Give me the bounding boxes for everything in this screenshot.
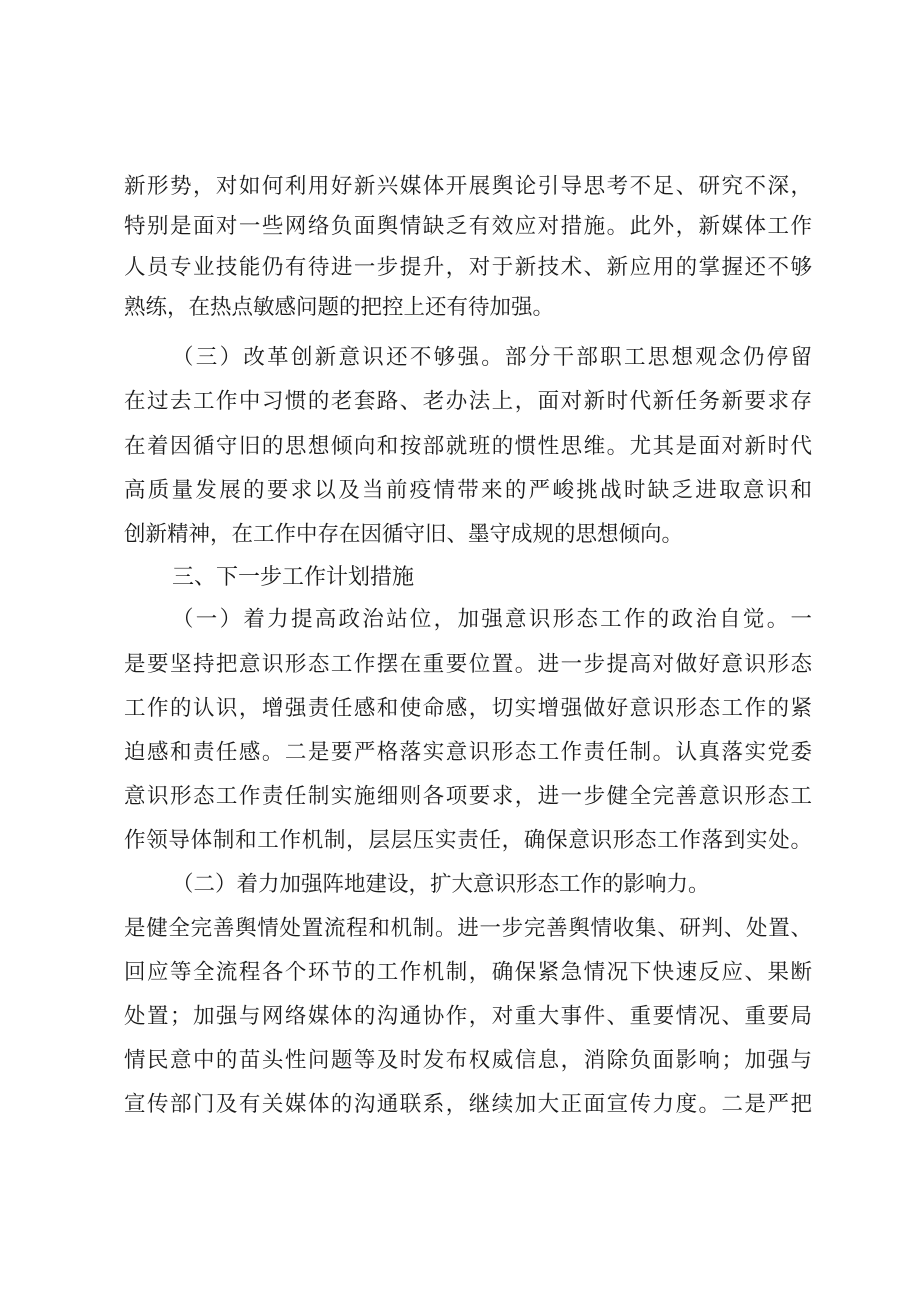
- paragraph-line: 新形势，对如何利用好新兴媒体开展舆论引导思考不足、研究不深，: [124, 174, 812, 199]
- paragraph-line: 创新精神，在工作中存在因循守旧、墨守成规的思想倾向。: [124, 522, 684, 547]
- paragraph-line: 人员专业技能仍有待进一步提升，对于新技术、新应用的掌握还不够: [124, 255, 812, 280]
- paragraph-line: 特别是面对一些网络负面舆情缺乏有效应对措施。此外，新媒体工作: [124, 214, 812, 239]
- paragraph-line: 高质量发展的要求以及当前疫情带来的严峻挑战时缺乏进取意识和: [124, 478, 812, 503]
- paragraph-line: 意识形态工作责任制实施细则各项要求，进一步健全完善意识形态工: [124, 784, 812, 809]
- paragraph-line: 宣传部门及有关媒体的沟通联系，继续加大正面宣传力度。二是严把: [124, 1092, 812, 1117]
- paragraph-line: 回应等全流程各个环节的工作机制，确保紧急情况下快速反应、果断: [124, 960, 812, 985]
- paragraph-line: 迫感和责任感。二是要严格落实意识形态工作责任制。认真落实党委: [124, 740, 812, 765]
- paragraph-line: 在着因循守旧的思想倾向和按部就班的惯性思维。尤其是面对新时代: [124, 434, 812, 459]
- paragraph-line: （二）着力加强阵地建设，扩大意识形态工作的影响力。: [172, 872, 710, 897]
- paragraph-line: 情民意中的苗头性问题等及时发布权威信息，消除负面影响；加强与: [124, 1048, 812, 1073]
- paragraph-line: 是健全完善舆情处置流程和机制。进一步完善舆情收集、研判、处置、: [124, 916, 812, 941]
- paragraph-line: 工作的认识，增强责任感和使命感，切实增强做好意识形态工作的紧: [124, 696, 812, 721]
- paragraph-line: （三）改革创新意识还不够强。部分干部职工思想观念仍停留: [172, 345, 812, 370]
- paragraph-line: 在过去工作中习惯的老套路、老办法上，面对新时代新任务新要求存: [124, 389, 812, 414]
- section-heading: 三、下一步工作计划措施: [172, 565, 415, 590]
- paragraph-line: 熟练，在热点敏感问题的把控上还有待加强。: [124, 295, 555, 320]
- paragraph-line: 是要坚持把意识形态工作摆在重要位置。进一步提高对做好意识形态: [124, 652, 812, 677]
- paragraph-line: 处置；加强与网络媒体的沟通协作，对重大事件、重要情况、重要局: [124, 1004, 812, 1029]
- paragraph-line: 作领导体制和工作机制，层层压实责任，确保意识形态工作落到实处。: [124, 828, 812, 853]
- paragraph-line: （一）着力提高政治站位，加强意识形态工作的政治自觉。一: [172, 607, 812, 632]
